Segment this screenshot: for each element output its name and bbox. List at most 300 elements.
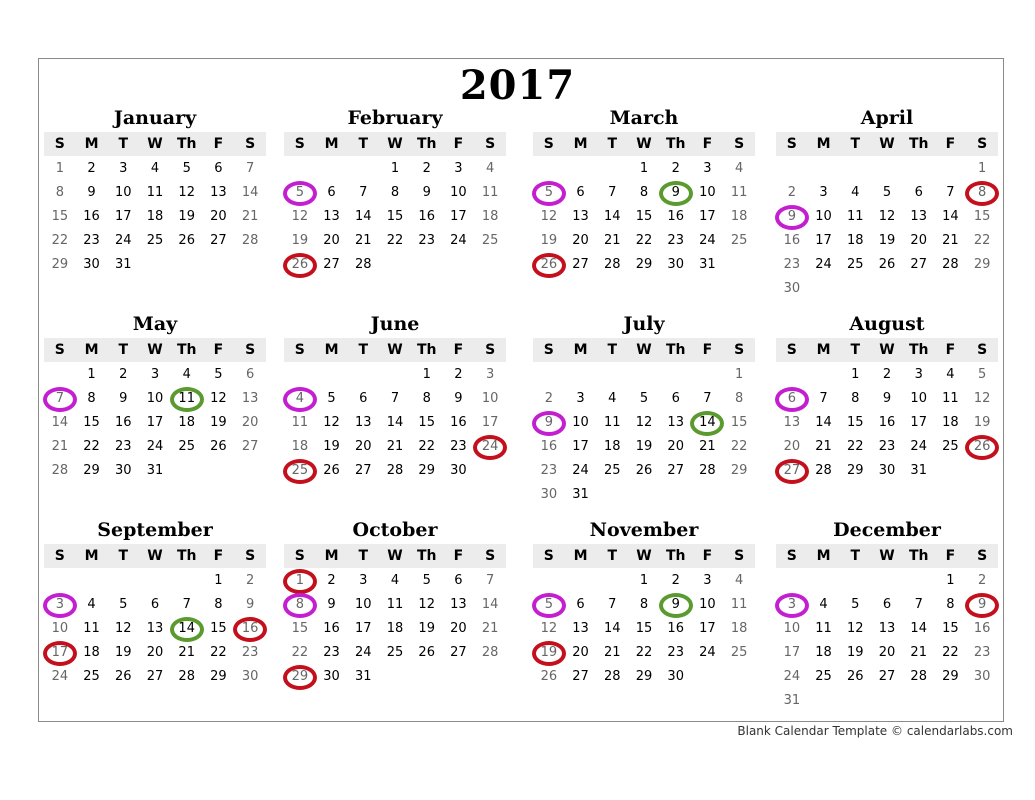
- day-cell[interactable]: 27: [146, 669, 164, 684]
- day-cell[interactable]: 30: [878, 463, 896, 478]
- day-cell[interactable]: 30: [667, 669, 684, 684]
- day-cell-marked-red[interactable]: 26: [284, 253, 316, 277]
- day-cell[interactable]: 14: [241, 185, 259, 200]
- day-cell-marked-purple[interactable]: 6: [776, 387, 808, 411]
- day-cell[interactable]: 10: [146, 391, 164, 406]
- day-cell[interactable]: 29: [51, 257, 69, 272]
- day-cell[interactable]: 15: [942, 621, 959, 636]
- day-cell[interactable]: 4: [485, 161, 495, 176]
- day-cell[interactable]: 26: [878, 257, 896, 272]
- day-cell[interactable]: 21: [815, 439, 832, 454]
- day-cell[interactable]: 20: [146, 645, 164, 660]
- day-cell[interactable]: 3: [359, 573, 368, 588]
- day-cell[interactable]: 6: [576, 185, 585, 200]
- day-cell[interactable]: 24: [355, 645, 372, 660]
- day-cell[interactable]: 25: [604, 463, 621, 478]
- day-cell[interactable]: 17: [910, 415, 927, 430]
- day-cell[interactable]: 7: [608, 185, 617, 200]
- day-cell[interactable]: 29: [635, 669, 653, 684]
- day-cell[interactable]: 21: [241, 209, 259, 224]
- day-cell[interactable]: 15: [847, 415, 864, 430]
- day-cell-marked-purple[interactable]: 7: [44, 387, 76, 411]
- day-cell-marked-red[interactable]: 9: [966, 593, 998, 617]
- day-cell[interactable]: 12: [878, 209, 896, 224]
- day-cell[interactable]: 20: [210, 209, 227, 224]
- day-cell[interactable]: 23: [323, 645, 340, 660]
- day-cell[interactable]: 13: [878, 621, 896, 636]
- day-cell[interactable]: 16: [115, 415, 132, 430]
- day-cell[interactable]: 13: [450, 597, 467, 612]
- day-cell[interactable]: 27: [667, 463, 684, 478]
- day-cell[interactable]: 15: [635, 209, 653, 224]
- day-cell[interactable]: 23: [83, 233, 100, 248]
- day-cell[interactable]: 29: [210, 669, 227, 684]
- day-cell[interactable]: 7: [703, 391, 712, 406]
- day-cell[interactable]: 18: [83, 645, 100, 660]
- day-cell[interactable]: 22: [730, 439, 748, 454]
- day-cell[interactable]: 2: [119, 367, 128, 382]
- day-cell[interactable]: 22: [291, 645, 309, 660]
- day-cell[interactable]: 25: [730, 645, 748, 660]
- day-cell[interactable]: 18: [604, 439, 621, 454]
- day-cell[interactable]: 2: [671, 573, 680, 588]
- day-cell-marked-red[interactable]: 27: [776, 459, 808, 483]
- day-cell[interactable]: 22: [418, 439, 435, 454]
- day-cell[interactable]: 15: [386, 209, 404, 224]
- day-cell-marked-purple[interactable]: 8: [284, 593, 316, 617]
- day-cell[interactable]: 24: [450, 233, 467, 248]
- day-cell[interactable]: 19: [878, 233, 896, 248]
- day-cell-marked-red[interactable]: 26: [533, 253, 565, 277]
- day-cell[interactable]: 6: [882, 597, 892, 612]
- day-cell[interactable]: 16: [667, 209, 684, 224]
- day-cell[interactable]: 21: [178, 645, 195, 660]
- day-cell[interactable]: 12: [291, 209, 309, 224]
- day-cell[interactable]: 14: [355, 209, 372, 224]
- day-cell[interactable]: 25: [83, 669, 100, 684]
- day-cell[interactable]: 20: [323, 233, 340, 248]
- day-cell[interactable]: 24: [115, 233, 132, 248]
- day-cell[interactable]: 4: [734, 573, 744, 588]
- day-cell[interactable]: 12: [178, 185, 195, 200]
- day-cell[interactable]: 1: [977, 161, 987, 176]
- day-cell[interactable]: 28: [604, 257, 621, 272]
- day-cell[interactable]: 29: [942, 669, 959, 684]
- day-cell[interactable]: 31: [699, 257, 716, 272]
- day-cell[interactable]: 20: [783, 439, 801, 454]
- day-cell[interactable]: 27: [450, 645, 467, 660]
- day-cell[interactable]: 30: [450, 463, 467, 478]
- day-cell[interactable]: 14: [910, 621, 927, 636]
- day-cell[interactable]: 20: [572, 645, 589, 660]
- day-cell[interactable]: 27: [323, 257, 340, 272]
- day-cell[interactable]: 23: [450, 439, 467, 454]
- day-cell[interactable]: 29: [635, 257, 653, 272]
- day-cell[interactable]: 2: [882, 367, 892, 382]
- day-cell[interactable]: 31: [355, 669, 372, 684]
- day-cell[interactable]: 10: [450, 185, 467, 200]
- day-cell[interactable]: 18: [942, 415, 959, 430]
- day-cell[interactable]: 2: [671, 161, 680, 176]
- day-cell[interactable]: 7: [485, 573, 495, 588]
- day-cell[interactable]: 7: [608, 597, 617, 612]
- day-cell[interactable]: 8: [390, 185, 400, 200]
- day-cell[interactable]: 3: [914, 367, 923, 382]
- day-cell[interactable]: 28: [481, 645, 499, 660]
- day-cell[interactable]: 27: [572, 669, 589, 684]
- day-cell[interactable]: 1: [422, 367, 431, 382]
- day-cell[interactable]: 30: [115, 463, 132, 478]
- day-cell[interactable]: 11: [730, 185, 748, 200]
- day-cell[interactable]: 5: [977, 367, 987, 382]
- day-cell[interactable]: 1: [87, 367, 96, 382]
- day-cell[interactable]: 19: [291, 233, 309, 248]
- day-cell[interactable]: 21: [604, 233, 621, 248]
- day-cell[interactable]: 5: [851, 597, 860, 612]
- day-cell[interactable]: 28: [241, 233, 259, 248]
- day-cell[interactable]: 25: [386, 645, 404, 660]
- day-cell[interactable]: 24: [572, 463, 589, 478]
- day-cell-marked-purple[interactable]: 9: [776, 205, 808, 229]
- day-cell[interactable]: 2: [422, 161, 431, 176]
- day-cell[interactable]: 9: [422, 185, 431, 200]
- day-cell[interactable]: 23: [418, 233, 435, 248]
- day-cell[interactable]: 23: [667, 233, 684, 248]
- day-cell[interactable]: 3: [150, 367, 160, 382]
- day-cell[interactable]: 26: [418, 645, 435, 660]
- day-cell[interactable]: 21: [910, 645, 927, 660]
- day-cell[interactable]: 1: [55, 161, 64, 176]
- day-cell[interactable]: 4: [851, 185, 860, 200]
- day-cell[interactable]: 20: [572, 233, 589, 248]
- day-cell[interactable]: 12: [115, 621, 132, 636]
- day-cell[interactable]: 17: [572, 439, 589, 454]
- day-cell[interactable]: 22: [847, 439, 864, 454]
- day-cell[interactable]: 6: [454, 573, 463, 588]
- day-cell[interactable]: 16: [540, 439, 558, 454]
- day-cell[interactable]: 7: [946, 185, 955, 200]
- day-cell[interactable]: 2: [787, 185, 796, 200]
- day-cell[interactable]: 6: [576, 597, 585, 612]
- day-cell[interactable]: 3: [703, 573, 712, 588]
- day-cell[interactable]: 19: [323, 439, 340, 454]
- day-cell[interactable]: 25: [730, 233, 748, 248]
- day-cell[interactable]: 27: [910, 257, 927, 272]
- day-cell[interactable]: 2: [977, 573, 987, 588]
- day-cell[interactable]: 20: [910, 233, 927, 248]
- day-cell[interactable]: 15: [635, 621, 653, 636]
- day-cell[interactable]: 16: [418, 209, 435, 224]
- day-cell[interactable]: 28: [386, 463, 404, 478]
- day-cell[interactable]: 12: [418, 597, 435, 612]
- day-cell[interactable]: 30: [241, 669, 259, 684]
- day-cell[interactable]: 1: [851, 367, 860, 382]
- day-cell[interactable]: 28: [604, 669, 621, 684]
- day-cell[interactable]: 27: [572, 257, 589, 272]
- day-cell-marked-green[interactable]: 14: [171, 617, 203, 641]
- day-cell[interactable]: 28: [910, 669, 927, 684]
- day-cell[interactable]: 17: [783, 645, 801, 660]
- day-cell[interactable]: 18: [178, 415, 195, 430]
- day-cell[interactable]: 16: [83, 209, 100, 224]
- day-cell[interactable]: 11: [730, 597, 748, 612]
- day-cell[interactable]: 20: [355, 439, 372, 454]
- day-cell-marked-purple[interactable]: 4: [284, 387, 316, 411]
- day-cell[interactable]: 23: [667, 645, 684, 660]
- day-cell[interactable]: 20: [450, 621, 467, 636]
- day-cell[interactable]: 7: [245, 161, 255, 176]
- day-cell[interactable]: 25: [146, 233, 164, 248]
- day-cell[interactable]: 11: [146, 185, 164, 200]
- day-cell[interactable]: 21: [51, 439, 69, 454]
- day-cell[interactable]: 15: [291, 621, 309, 636]
- day-cell-marked-purple[interactable]: 3: [44, 593, 76, 617]
- day-cell[interactable]: 26: [210, 439, 227, 454]
- day-cell-marked-green[interactable]: 11: [171, 387, 203, 411]
- day-cell[interactable]: 13: [241, 391, 259, 406]
- day-cell[interactable]: 23: [115, 439, 132, 454]
- day-cell-marked-purple[interactable]: 9: [533, 411, 565, 435]
- day-cell[interactable]: 8: [214, 597, 223, 612]
- day-cell[interactable]: 11: [83, 621, 100, 636]
- day-cell[interactable]: 17: [115, 209, 132, 224]
- day-cell-marked-purple[interactable]: 5: [284, 181, 316, 205]
- day-cell[interactable]: 7: [182, 597, 191, 612]
- day-cell[interactable]: 4: [390, 573, 400, 588]
- day-cell[interactable]: 28: [355, 257, 372, 272]
- day-cell[interactable]: 22: [942, 645, 959, 660]
- day-cell[interactable]: 16: [878, 415, 896, 430]
- day-cell[interactable]: 13: [210, 185, 227, 200]
- day-cell[interactable]: 12: [847, 621, 864, 636]
- day-cell[interactable]: 9: [327, 597, 336, 612]
- day-cell[interactable]: 4: [819, 597, 828, 612]
- day-cell[interactable]: 28: [815, 463, 832, 478]
- day-cell[interactable]: 3: [119, 161, 128, 176]
- day-cell[interactable]: 26: [178, 233, 195, 248]
- day-cell[interactable]: 24: [699, 233, 716, 248]
- day-cell[interactable]: 14: [481, 597, 499, 612]
- day-cell[interactable]: 16: [450, 415, 467, 430]
- day-cell-marked-green[interactable]: 9: [660, 181, 692, 205]
- day-cell[interactable]: 11: [847, 209, 864, 224]
- day-cell[interactable]: 31: [146, 463, 164, 478]
- day-cell[interactable]: 4: [734, 161, 744, 176]
- day-cell-marked-red[interactable]: 19: [533, 641, 565, 665]
- day-cell[interactable]: 26: [635, 463, 653, 478]
- day-cell[interactable]: 14: [604, 621, 621, 636]
- day-cell[interactable]: 25: [942, 439, 959, 454]
- day-cell[interactable]: 13: [146, 621, 164, 636]
- day-cell[interactable]: 8: [946, 597, 955, 612]
- day-cell-marked-red[interactable]: 25: [284, 459, 316, 483]
- day-cell[interactable]: 10: [481, 391, 499, 406]
- day-cell[interactable]: 5: [214, 367, 223, 382]
- day-cell-marked-purple[interactable]: 5: [533, 593, 565, 617]
- day-cell[interactable]: 4: [608, 391, 617, 406]
- day-cell[interactable]: 19: [178, 209, 195, 224]
- day-cell[interactable]: 22: [210, 645, 227, 660]
- day-cell[interactable]: 24: [699, 645, 716, 660]
- day-cell[interactable]: 23: [241, 645, 259, 660]
- day-cell[interactable]: 14: [815, 415, 832, 430]
- day-cell[interactable]: 19: [635, 439, 653, 454]
- day-cell[interactable]: 17: [699, 621, 716, 636]
- day-cell[interactable]: 18: [730, 209, 748, 224]
- day-cell[interactable]: 10: [783, 621, 801, 636]
- day-cell[interactable]: 22: [635, 233, 653, 248]
- day-cell-marked-red[interactable]: 17: [44, 641, 76, 665]
- day-cell[interactable]: 2: [87, 161, 96, 176]
- day-cell[interactable]: 29: [418, 463, 435, 478]
- day-cell[interactable]: 12: [323, 415, 340, 430]
- day-cell[interactable]: 24: [815, 257, 832, 272]
- day-cell[interactable]: 27: [878, 669, 896, 684]
- day-cell[interactable]: 23: [783, 257, 801, 272]
- day-cell[interactable]: 2: [544, 391, 553, 406]
- day-cell[interactable]: 19: [210, 415, 227, 430]
- day-cell[interactable]: 6: [245, 367, 255, 382]
- day-cell[interactable]: 5: [182, 161, 191, 176]
- day-cell[interactable]: 11: [481, 185, 499, 200]
- day-cell[interactable]: 21: [699, 439, 716, 454]
- day-cell[interactable]: 28: [51, 463, 69, 478]
- day-cell[interactable]: 25: [481, 233, 499, 248]
- day-cell[interactable]: 17: [699, 209, 716, 224]
- day-cell[interactable]: 6: [150, 597, 160, 612]
- day-cell[interactable]: 5: [639, 391, 649, 406]
- day-cell[interactable]: 3: [485, 367, 495, 382]
- day-cell[interactable]: 22: [973, 233, 991, 248]
- day-cell[interactable]: 13: [355, 415, 372, 430]
- day-cell[interactable]: 2: [454, 367, 463, 382]
- day-cell[interactable]: 11: [291, 415, 309, 430]
- day-cell[interactable]: 5: [882, 185, 892, 200]
- day-cell[interactable]: 26: [115, 669, 132, 684]
- day-cell[interactable]: 25: [178, 439, 195, 454]
- day-cell[interactable]: 31: [115, 257, 132, 272]
- day-cell[interactable]: 2: [327, 573, 336, 588]
- day-cell[interactable]: 11: [604, 415, 621, 430]
- day-cell[interactable]: 21: [942, 233, 959, 248]
- day-cell[interactable]: 2: [245, 573, 255, 588]
- day-cell[interactable]: 18: [146, 209, 164, 224]
- day-cell[interactable]: 4: [182, 367, 191, 382]
- day-cell[interactable]: 21: [481, 621, 499, 636]
- day-cell[interactable]: 26: [847, 669, 864, 684]
- day-cell-marked-green[interactable]: 9: [660, 593, 692, 617]
- day-cell[interactable]: 31: [572, 487, 589, 502]
- day-cell[interactable]: 6: [214, 161, 223, 176]
- day-cell[interactable]: 17: [481, 415, 499, 430]
- day-cell[interactable]: 20: [667, 439, 684, 454]
- day-cell[interactable]: 27: [355, 463, 372, 478]
- day-cell[interactable]: 30: [783, 281, 801, 296]
- day-cell[interactable]: 20: [878, 645, 896, 660]
- day-cell[interactable]: 18: [481, 209, 499, 224]
- day-cell[interactable]: 10: [815, 209, 832, 224]
- day-cell[interactable]: 29: [83, 463, 100, 478]
- day-cell-marked-red[interactable]: 1: [284, 569, 316, 593]
- day-cell[interactable]: 18: [730, 621, 748, 636]
- day-cell[interactable]: 28: [942, 257, 959, 272]
- day-cell[interactable]: 14: [942, 209, 959, 224]
- day-cell[interactable]: 23: [878, 439, 896, 454]
- day-cell[interactable]: 7: [359, 185, 368, 200]
- day-cell[interactable]: 28: [178, 669, 195, 684]
- day-cell[interactable]: 31: [910, 463, 927, 478]
- day-cell-marked-red[interactable]: 24: [474, 435, 506, 459]
- day-cell[interactable]: 10: [115, 185, 132, 200]
- day-cell[interactable]: 19: [115, 645, 132, 660]
- day-cell[interactable]: 7: [390, 391, 400, 406]
- day-cell[interactable]: 23: [973, 645, 991, 660]
- day-cell[interactable]: 17: [815, 233, 832, 248]
- day-cell[interactable]: 14: [51, 415, 69, 430]
- day-cell[interactable]: 31: [783, 693, 801, 708]
- day-cell[interactable]: 13: [572, 209, 589, 224]
- day-cell[interactable]: 25: [815, 669, 832, 684]
- day-cell[interactable]: 19: [973, 415, 991, 430]
- day-cell[interactable]: 8: [87, 391, 96, 406]
- day-cell[interactable]: 30: [667, 257, 684, 272]
- day-cell[interactable]: 15: [210, 621, 227, 636]
- day-cell[interactable]: 3: [819, 185, 828, 200]
- day-cell[interactable]: 8: [422, 391, 431, 406]
- day-cell[interactable]: 11: [942, 391, 959, 406]
- day-cell[interactable]: 21: [604, 645, 621, 660]
- day-cell[interactable]: 13: [667, 415, 684, 430]
- day-cell[interactable]: 10: [355, 597, 372, 612]
- day-cell[interactable]: 18: [291, 439, 309, 454]
- day-cell[interactable]: 9: [454, 391, 463, 406]
- day-cell[interactable]: 1: [734, 367, 744, 382]
- day-cell[interactable]: 8: [734, 391, 744, 406]
- day-cell[interactable]: 14: [604, 209, 621, 224]
- day-cell[interactable]: 15: [83, 415, 100, 430]
- day-cell-marked-green[interactable]: 14: [692, 411, 724, 435]
- day-cell[interactable]: 15: [973, 209, 991, 224]
- day-cell[interactable]: 27: [241, 439, 259, 454]
- day-cell[interactable]: 20: [241, 415, 259, 430]
- day-cell[interactable]: 7: [819, 391, 828, 406]
- day-cell[interactable]: 27: [210, 233, 227, 248]
- day-cell[interactable]: 26: [540, 669, 558, 684]
- day-cell[interactable]: 19: [540, 233, 558, 248]
- day-cell[interactable]: 19: [418, 621, 435, 636]
- day-cell[interactable]: 6: [327, 185, 336, 200]
- day-cell[interactable]: 30: [973, 669, 991, 684]
- day-cell[interactable]: 7: [914, 597, 923, 612]
- day-cell[interactable]: 9: [245, 597, 255, 612]
- day-cell[interactable]: 4: [87, 597, 96, 612]
- day-cell[interactable]: 12: [540, 209, 558, 224]
- day-cell[interactable]: 6: [914, 185, 923, 200]
- day-cell[interactable]: 22: [635, 645, 653, 660]
- day-cell[interactable]: 4: [946, 367, 955, 382]
- day-cell[interactable]: 13: [323, 209, 340, 224]
- day-cell[interactable]: 18: [386, 621, 404, 636]
- day-cell[interactable]: 8: [851, 391, 860, 406]
- day-cell[interactable]: 1: [639, 573, 649, 588]
- day-cell[interactable]: 28: [699, 463, 716, 478]
- day-cell[interactable]: 23: [540, 463, 558, 478]
- day-cell[interactable]: 8: [639, 597, 649, 612]
- day-cell[interactable]: 1: [946, 573, 955, 588]
- day-cell[interactable]: 12: [540, 621, 558, 636]
- day-cell[interactable]: 16: [783, 233, 801, 248]
- day-cell[interactable]: 4: [150, 161, 160, 176]
